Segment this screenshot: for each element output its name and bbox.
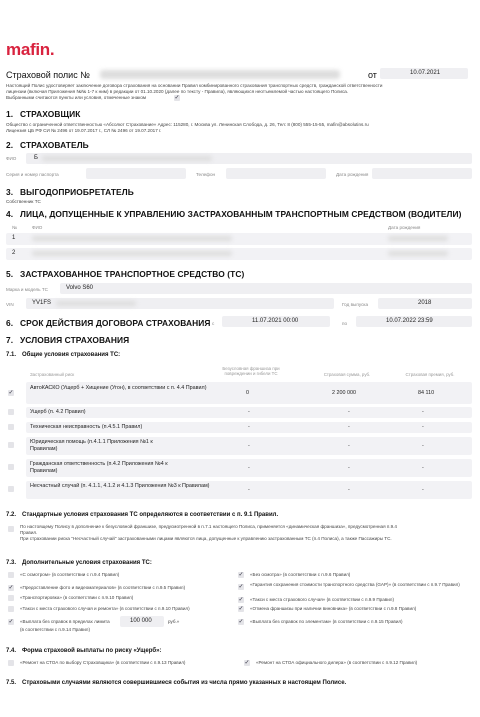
section-5-num: 5. [6, 269, 14, 279]
s71-row-3-sum: - [348, 424, 350, 430]
s72-text-2: При страховании риска "Несчастный случай" застрахованными лицами являются лица, допущенные к управлению застрахованным ТС (п.4 Полиса), а также Пассажиры ТС. [20, 536, 392, 541]
s71-row-4 [26, 437, 472, 455]
s71-header-risk: Застрахованный риск [30, 372, 75, 377]
insured-fio-redacted [42, 156, 212, 161]
insured-fio-value: Б [34, 155, 38, 161]
passport-field [86, 168, 186, 179]
driver-2-dob-redacted [388, 251, 448, 256]
driver-row-1-num: 1 [12, 235, 16, 241]
s75-num: 7.5. [6, 680, 17, 686]
section-7-num: 7. [6, 335, 14, 345]
vehicle-brand-label: Марка и модель ТС [6, 287, 48, 292]
no-docs-limit-field [120, 616, 164, 627]
section-4-num: 4. [6, 209, 14, 219]
s75-title: Страховыми случаями являются совершившиеся события из числа прямо указанных в настоящем Полисе. [22, 680, 347, 686]
s71-row-3-premium: - [422, 424, 424, 430]
s71-row-1-mark: ✓ [8, 390, 14, 396]
period-from-value: 11.07.2021 00:00 [252, 318, 299, 324]
s71-row-5-franchise: - [248, 465, 250, 471]
s71-row-6-sum: - [348, 487, 350, 493]
insurer-address: Общество с ограниченной ответственностью «Абсолют Страхование» Адрес: 115280, г. Москва ул. Ленинская Слобода, д. 26, Тел: 8 (800) 555-15-55, mafin@absolutins.ru [6, 122, 369, 127]
section-1-title: СТРАХОВЩИК [20, 109, 81, 119]
s73-right-1-checkbox: ✓ [238, 572, 244, 578]
intro-line-1: Настоящий Полис удостоверяет заключение договора страхования на основании Правил комбинированного страхования транспортных средств, гражданской ответственности [6, 83, 383, 88]
s72-text-1: По настоящему Полису в дополнение к безусловной франшизе, предусмотренной в п.7.1 настоящего Полиса, применяется «динамическая франшиза», предусмотренная п.9.4 Правил. [20, 524, 397, 535]
s71-row-1-franchise: 0 [246, 390, 249, 396]
checkmark-legend-icon: ✓ [174, 95, 180, 101]
s73-right-5: «Выплата без справок по элементам» (в соответствии с п.9.15 Правил) [250, 619, 403, 624]
no-docs-limit-value: 100 000 [130, 618, 152, 624]
section-3-num: 3. [6, 187, 14, 197]
s73-left-4: «Такси с места страхового случая и ремонта» (в соответствии с п.9.10 Правил) [20, 606, 190, 611]
drivers-col-num: № [12, 225, 17, 230]
section-2-title: СТРАХОВАТЕЛЬ [20, 140, 89, 150]
s74-left-checkbox [8, 660, 14, 666]
dob-field [372, 168, 472, 179]
section-6-title: СРОК ДЕЙСТВИЯ ДОГОВОРА СТРАХОВАНИЯ [20, 318, 211, 328]
year-field [378, 298, 472, 309]
mafin-logo: mafin. [6, 40, 55, 59]
s73-left-2-checkbox: ✓ [8, 585, 14, 591]
s73-left-5-ref: (в соответствии с п.9.14 Правил) [20, 627, 90, 632]
year-value: 2018 [418, 300, 432, 306]
s72-num: 7.2. [6, 512, 17, 518]
s71-row-6-checkbox [8, 486, 14, 492]
s73-right-3: «Такси с места страхового случая» (в соответствии с п.9.9 Правил) [250, 597, 395, 602]
s72-title: Стандартные условия страхования ТС определяются в соответствии с п. 9.1 Правил. [22, 512, 279, 518]
driver-row-2-num: 2 [12, 250, 16, 256]
s74-left: «Ремонт на СТОА по выбору Страховщика» (в соответствии с п.9.13 Правил) [20, 660, 186, 665]
s72-checkbox [8, 526, 14, 532]
vehicle-brand-value: Volvo S60 [66, 285, 94, 291]
year-label: Год выпуска [342, 302, 369, 307]
policy-from-label: от [368, 70, 377, 80]
policy-title: Страховой полис № [6, 70, 90, 80]
s73-left-5: «Выплата без справок в пределах лимита [20, 619, 110, 624]
s71-row-6-franchise: - [248, 487, 250, 493]
driver-row-2 [6, 248, 472, 260]
s73-left-2: «Предоставление фото и видеоматериалов» (в соответствии с п.9.5 Правил) [20, 585, 186, 590]
vin-redacted [56, 301, 136, 306]
s71-row-5-premium: - [422, 465, 424, 471]
s71-row-1-risk: АвтоКАСКО (Ущерб + Хищение (Угон), в соответствии с п. 4.4 Правил) [30, 385, 207, 391]
s71-row-4-sum: - [348, 443, 350, 449]
s73-num: 7.3. [6, 560, 17, 566]
s71-row-6-premium: - [422, 487, 424, 493]
s71-header-sum: Страховая сумма, руб. [323, 372, 371, 377]
s71-row-2-premium: - [422, 409, 424, 415]
s71-header-premium: Страховая премия, руб. [405, 372, 455, 377]
s71-row-1-sum: 2 200 000 [332, 390, 356, 396]
driver-1-dob-redacted [388, 236, 448, 241]
vehicle-brand-field [60, 283, 472, 294]
s73-right-5-checkbox: ✓ [238, 619, 244, 625]
s74-right: «Ремонт на СТОА официального дилера» (в соответствии с п.9.12 Правил) [256, 660, 418, 665]
s71-row-4-risk: Юридическая помощь (п.4.1.1 Приложения №1 к Правилам) [30, 439, 153, 452]
insured-fio-label: ФИО [6, 156, 17, 161]
s71-row-2-sum: - [348, 409, 350, 415]
s73-left-5-suffix: руб.» [168, 619, 180, 624]
drivers-col-fio: ФИО [32, 225, 43, 230]
section-3-title: ВЫГОДОПРИОБРЕТАТЕЛЬ [20, 187, 134, 197]
s71-row-5 [26, 459, 472, 477]
s73-right-2: «Гарантия сохранения стоимости транспортного средства (GAP)» (в соответствии с п.9.7 Правил) [250, 582, 460, 587]
s71-row-4-checkbox [8, 442, 14, 448]
s71-row-1-checkbox [8, 390, 14, 396]
s71-row-1-premium: 84 110 [418, 390, 435, 396]
s73-right-1: «Без осмотра» (в соответствии с п.9.6 Правил) [250, 572, 351, 577]
policy-number-redacted [100, 70, 340, 79]
s71-row-6 [26, 481, 472, 499]
s71-row-5-sum: - [348, 465, 350, 471]
period-to-value: 10.07.2022 23:59 [386, 318, 433, 324]
s73-right-4: «Отмена франшизы при наличии виновника» (в соответствии с п.9.8 Правил) [250, 606, 417, 611]
s73-right-2-checkbox: ✓ [238, 584, 244, 590]
section-1-num: 1. [6, 109, 14, 119]
vin-label: VIN [6, 302, 14, 307]
s71-row-2 [26, 407, 472, 418]
period-from-label: с [212, 321, 215, 326]
driver-row-1 [6, 233, 472, 245]
s73-left-5-checkbox: ✓ [8, 619, 14, 625]
s71-row-4-premium: - [422, 443, 424, 449]
s74-right-checkbox: ✓ [244, 660, 250, 666]
s71-row-4-franchise: - [248, 443, 250, 449]
s73-title: Дополнительные условия страхования ТС: [22, 560, 152, 566]
drivers-col-dob: Дата рождения [388, 225, 421, 230]
s71-row-5-risk: Гражданская ответственность (п.4.2 Приложения №4 к Правилам) [30, 461, 168, 474]
driver-2-name-redacted [32, 251, 232, 256]
s71-row-3-franchise: - [248, 424, 250, 430]
s71-title: Общие условия страхования ТС: [22, 352, 121, 358]
vin-value: YV1FS [32, 300, 52, 306]
period-from-field [222, 316, 330, 327]
s71-num: 7.1. [6, 352, 17, 358]
vin-field [26, 298, 334, 309]
section-4-title: ЛИЦА, ДОПУЩЕННЫЕ К УПРАВЛЕНИЮ ЗАСТРАХОВАННЫМ ТРАНСПОРТНЫМ СРЕДСТВОМ (ВОДИТЕЛИ) [20, 209, 462, 219]
s73-left-3: «Транспортировка» (в соответствии с п.9.10 Правил) [20, 595, 134, 600]
s73-left-1: «С осмотром» (в соответствии с п.9.4 Правил) [20, 572, 120, 577]
section-5-title: ЗАСТРАХОВАННОЕ ТРАНСПОРТНОЕ СРЕДСТВО (ТС) [20, 269, 245, 279]
s71-row-3-checkbox [8, 424, 14, 430]
s71-row-6-risk: Несчастный случай (п. 4.1.1, 4.1.2 и 4.1.3 Приложения №3 к Правилам) [30, 483, 210, 489]
s71-row-2-risk: Ущерб (п. 4.2 Правил) [30, 409, 86, 415]
phone-field [226, 168, 326, 179]
driver-1-name-redacted [32, 236, 232, 241]
s73-left-4-checkbox [8, 606, 14, 612]
period-to-field [356, 316, 472, 327]
section-6-num: 6. [6, 318, 14, 328]
s71-row-1 [26, 382, 472, 404]
s71-row-3 [26, 422, 472, 433]
s71-row-5-checkbox [8, 464, 14, 470]
insurer-license: Лицензия ЦБ РФ СИ № 2496 от 19.07.2017 г., СЛ № 2496 от 19.07.2017 г. [6, 128, 162, 133]
beneficiary-text: Собственник ТС [6, 199, 41, 204]
insured-fio-field [26, 153, 472, 164]
intro-line-3: Выбранными считаются пункты или условия, отмеченные знаком [6, 95, 147, 100]
s74-num: 7.4. [6, 648, 17, 654]
s74-title: Форма страховой выплаты по риску «Ущерб»: [22, 648, 162, 654]
dob-label: Дата рождения [336, 172, 369, 177]
s73-right-4-checkbox: ✓ [238, 606, 244, 612]
s71-header-franchise: Безусловная франшиза при повреждении и гибели ТС [222, 366, 280, 376]
section-7-title: УСЛОВИЯ СТРАХОВАНИЯ [20, 335, 130, 345]
s73-left-1-checkbox [8, 572, 14, 578]
period-to-label: по [342, 321, 348, 326]
s71-row-3-risk: Техническая неисправность (п.4.5.1 Правил) [30, 424, 143, 430]
s71-row-2-checkbox [8, 409, 14, 415]
section-2-num: 2. [6, 140, 14, 150]
phone-label: Телефон [196, 172, 216, 177]
intro-line-2: лицензии (включая Приложения №№ 1-7 к ним) в редакции от 01.10.2020 (далее по тексту - Правила), являющихся неотъемлемой частью настоящего Полиса. [6, 89, 349, 94]
passport-label: Серия и номер паспорта [6, 172, 59, 177]
s71-row-2-franchise: - [248, 409, 250, 415]
s73-right-3-checkbox: ✓ [238, 597, 244, 603]
s73-left-3-checkbox [8, 595, 14, 601]
policy-date-field [380, 68, 468, 79]
policy-date: 10.07.2021 [410, 70, 441, 76]
